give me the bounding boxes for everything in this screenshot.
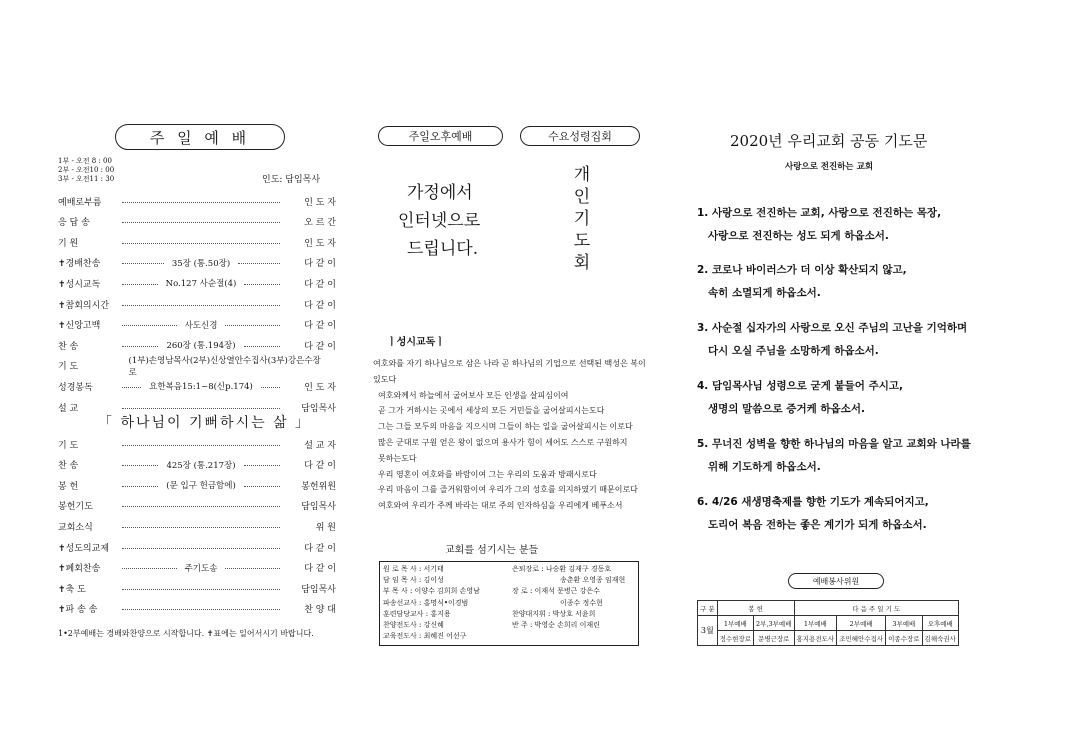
dotted-leader [261,387,280,388]
order-item-person: 담임목사 [301,502,336,513]
order-row [58,561,336,575]
table-cell: 구 분 [698,601,718,616]
sermon-title: 「 하나님이 기뻐하시는 삶 」 [98,415,312,431]
prayer-item: 3. 사순절 십자가의 사랑으로 오신 주님의 고난을 기억하며 [697,322,968,334]
table-cell: 2부예배 [837,616,886,631]
scripture-line: 우리 마음이 그를 즐거워함이여 우리가 그의 성호를 의지하였기 때문이로다 [378,485,638,495]
prayer-title: 2020년 우리교회 공동 기도문 [730,132,928,150]
service-committee-title: 예배봉사위원 [812,576,860,586]
order-item-name: 기 도 [58,440,79,451]
table-cell: 김해숙권사 [922,631,958,646]
order-row [58,256,336,270]
order-row [58,478,336,492]
dotted-leader [225,325,280,326]
order-item-name: 교회소식 [58,522,93,533]
staff-right-column [509,562,638,645]
prayer-item-continuation: 도리어 복음 전하는 좋은 계기가 되게 하옵소서. [708,519,927,531]
order-item-person: 다 같 이 [304,300,336,311]
dotted-leader [122,548,280,549]
prayer-item-continuation: 속히 소멸되게 하옵소서. [708,287,821,299]
dotted-leader [122,325,177,326]
order-item-person: 다 같 이 [304,341,336,352]
staff-entry: 이종수 정수현 [560,598,603,607]
scripture-line: 그는 그들 모두의 마음을 지으시며 그들이 하는 일을 굽어살피시는 이로다 [378,422,633,432]
service-time-2: 2부 - 오전10 : 00 [58,166,115,174]
dotted-leader [238,263,280,264]
scripture-line: 많은 군대로 구원 얻은 왕이 없으며 용사가 힘이 세어도 스스로 구원하지 [378,438,628,447]
order-row [58,379,336,393]
service-time-1: 1부 - 오전 8 : 00 [58,157,112,165]
staff-title: 교회를 섬기시는 분들 [445,545,539,556]
table-cell: 문병근장로 [754,631,794,646]
afternoon-service-title: 주일오후예배 [408,130,473,143]
table-row [698,601,959,616]
dotted-leader [244,346,280,347]
table-row [698,631,959,646]
personal-prayer-vertical-text [572,164,592,274]
wednesday-service-title-box [520,126,640,146]
staff-entry: 찬양전도사 : 강신혜 [383,621,444,630]
dotted-leader [122,222,280,223]
order-item-name: ✝성도의교제 [58,543,110,554]
table-cell: 이종수장로 [886,631,922,646]
staff-entry: 은퇴장로 : 나승환 김재구 경동호 [512,565,612,573]
order-row [58,602,336,616]
prayer-item-continuation: 다시 오실 주님을 소망하게 하옵소서. [708,345,879,357]
scripture-line: 우리 영혼이 여호와를 바람이여 그는 우리의 도움과 방패시로다 [378,469,597,479]
table-cell: 홍지용전도사 [794,631,837,646]
order-item-person: 인 도 자 [304,238,336,249]
table-cell: 1부예배 [794,616,837,631]
order-item-name: 예배로부름 [58,197,102,208]
scripture-line: 있도다 [373,374,397,384]
dotted-leader [244,486,280,487]
order-row [58,235,336,249]
order-row [58,540,336,554]
order-row [58,499,336,513]
dotted-leader [122,243,280,244]
order-item-name: 봉헌기도 [58,502,93,513]
order-row [58,437,336,451]
order-row [58,297,336,311]
order-item-person: 다 같 이 [304,543,336,554]
staff-entry: 송춘환 오영종 임재현 [560,576,626,585]
dotted-leader [122,284,158,285]
staff-entry: 훈련담당교사 : 홍지용 [383,609,451,618]
table-cell: 2부,3부예배 [754,616,794,631]
prayer-item: 2. 코로나 바이러스가 더 이상 확산되지 않고, [697,264,907,276]
order-item-name: 성경봉독 [58,382,93,393]
order-item-name: ✝신앙고백 [58,321,101,332]
prayer-subtitle: 사랑으로 전진하는 교회 [785,162,874,172]
staff-entry: 장 로 : 이재석 문병근 강은수 [512,587,600,596]
dotted-leader [122,589,280,590]
dotted-leader [122,506,280,507]
prayer-item-continuation: 생명의 말씀으로 증거케 하옵소서. [708,403,865,415]
order-item-person: 담임목사 [301,403,336,414]
dotted-leader [244,465,280,466]
order-row [58,338,336,352]
order-item-name: 응 답 송 [58,218,90,229]
order-item-person: 인 도 자 [304,197,336,208]
staff-entry: 담 임 목 사 : 김이성 [383,576,444,585]
order-item-person: 다 같 이 [304,279,336,290]
order-item-person: 다 같 이 [304,259,336,270]
prayer-item: 6. 4/26 새생명축제를 향한 기도가 계속되어지고, [697,496,929,508]
order-item-detail: (1부)손영남목사(2부)신상열안수집사(3부)강은수장로 [125,354,328,378]
staff-entry: 부 목 사 : 이양수 김희희 손영남 [383,587,480,596]
footnote: 1•2부예배는 경배와찬양으로 시작합니다. ✝표에는 일어서시기 바랍니다. [58,629,314,638]
dotted-leader [122,568,177,569]
dotted-leader [122,465,158,466]
order-item-person: 설 교 자 [304,440,336,451]
prayer-item-continuation: 위해 기도하게 하옵소서. [708,461,821,473]
order-row [58,519,336,533]
staff-entry: 원 로 목 사 : 서기태 [383,565,444,573]
order-item-detail: 425장 (통.217장) [162,459,239,471]
table-row [698,616,959,631]
wednesday-service-title: 수요성령집회 [548,130,612,143]
table-cell: 오후예배 [922,616,958,631]
order-item-name: ✝성시교독 [58,279,101,290]
order-row [58,215,336,229]
staff-entry: 교육전도사 : 최혜진 어선구 [383,632,467,641]
scripture-line: 곧 그가 거하시는 곳에서 세상의 모든 거민들을 굽어살피시는도다 [378,406,605,416]
scripture-line: 여호와께서 하늘에서 굽어보사 모든 인생을 살피심이여 [378,390,569,400]
order-item-name: 찬 송 [58,461,79,472]
order-row [58,194,336,208]
order-item-name: ✝참회의시간 [58,300,110,311]
service-committee-title-box [788,573,884,589]
vertical-char: 개 [573,165,591,185]
staff-entry: 파송선교사 : 홍명식•이경범 [383,598,469,607]
vertical-char: 회 [573,253,591,273]
order-row [58,581,336,595]
order-item-person: 오 르 간 [304,218,336,229]
vertical-char: 인 [573,187,591,207]
order-item-name: ✝파 송 송 [58,605,98,616]
order-row [58,276,336,290]
order-item-name: 기 도 [58,362,79,373]
staff-table [379,561,639,646]
leader-label: 인도: 담임목사 [262,175,321,185]
order-item-name: 기 원 [58,238,79,249]
table-cell: 정수현장로 [717,631,753,646]
dotted-leader [122,486,158,487]
dotted-leader [122,527,280,528]
online-notice-line-2: 인터넷으로 [398,211,481,231]
order-item-name: ✝폐회찬송 [58,564,101,575]
order-item-detail: 요한복음15:1~8(신p.174) [145,380,257,392]
dotted-leader [122,387,141,388]
dotted-leader [122,408,280,409]
prayer-item: 4. 담임목사님 성령으로 굳게 붙들어 주시고, [697,380,903,392]
vertical-char: 기 [573,209,591,229]
scripture-line: 여호와를 자기 하나님으로 삼은 나라 곧 하나님의 기업으로 선택된 백성은 복이 [373,359,646,368]
order-row [58,355,336,378]
order-item-detail: 주기도송 [181,562,222,574]
order-item-detail: 사도신경 [181,319,222,331]
sunday-service-title-box [115,124,285,150]
dotted-leader [122,346,158,347]
dotted-leader [122,609,280,610]
order-item-name: ✝축 도 [58,584,86,595]
order-item-person: 다 같 이 [304,564,337,575]
table-cell: 3월 [698,616,718,646]
staff-left-column [380,562,509,645]
order-item-person: 담임목사 [301,584,336,595]
online-notice-line-1: 가정에서 [407,183,473,203]
prayer-item: 1. 사랑으로 전진하는 교회, 사랑으로 전진하는 목장, [697,207,942,219]
scripture-heading: ㅣ성시교독ㅣ [387,337,445,348]
sunday-service-title: 주 일 예 배 [149,128,251,147]
dotted-leader [225,568,280,569]
table-cell: 봉 헌 [717,601,794,616]
order-item-detail: No.127 사순절(4) [162,277,241,289]
afternoon-service-title-box [378,126,503,146]
dotted-leader [122,305,280,306]
staff-entry: 찬양대지휘 : 박상호 서윤희 [512,609,596,618]
order-item-name: ✝경배찬송 [58,259,101,270]
table-cell: 다 음 주 일 기 도 [794,601,958,616]
dotted-leader [122,202,280,203]
order-item-name: 봉 헌 [58,481,79,492]
order-item-person: 위 원 [315,522,336,533]
prayer-item: 5. 무너진 성벽을 향한 하나님의 마음을 알고 교회와 나라를 [697,438,971,450]
service-committee-table [697,600,959,646]
vertical-char: 도 [573,231,591,251]
order-row [58,318,336,332]
order-item-name: 찬 송 [58,341,79,352]
order-item-person: 찬 양 대 [304,605,336,616]
order-item-name: 설 교 [58,403,79,414]
order-item-detail: (문 입구 헌금함에) [162,479,240,491]
order-item-person: 인 도 자 [304,382,336,393]
order-item-person: 다 같 이 [304,461,336,472]
staff-entry: 반 주 : 박영순 손희리 이재린 [512,621,600,630]
online-notice-line-3: 드립니다. [407,239,479,259]
order-item-detail: 260장 (통.194장) [162,339,239,351]
table-cell: 조민혜안수집사 [837,631,886,646]
scripture-line: 여호와여 우리가 주께 바라는 대로 주의 인자하심을 우리에게 베푸소서 [378,501,623,511]
service-time-3: 3부 - 오전11 : 30 [58,175,115,183]
dotted-leader [122,445,280,446]
prayer-item-continuation: 사랑으로 전진하는 성도 되게 하옵소서. [708,230,889,242]
scripture-line: 못하는도다 [378,453,417,463]
order-item-person: 다 같 이 [304,321,337,332]
table-cell: 3부예배 [886,616,922,631]
order-item-detail: 35장 (통.50장) [168,257,234,269]
order-row [58,458,336,472]
table-cell: 1부예배 [717,616,753,631]
dotted-leader [122,263,164,264]
order-item-person: 봉헌위원 [301,481,337,492]
dotted-leader [244,284,280,285]
